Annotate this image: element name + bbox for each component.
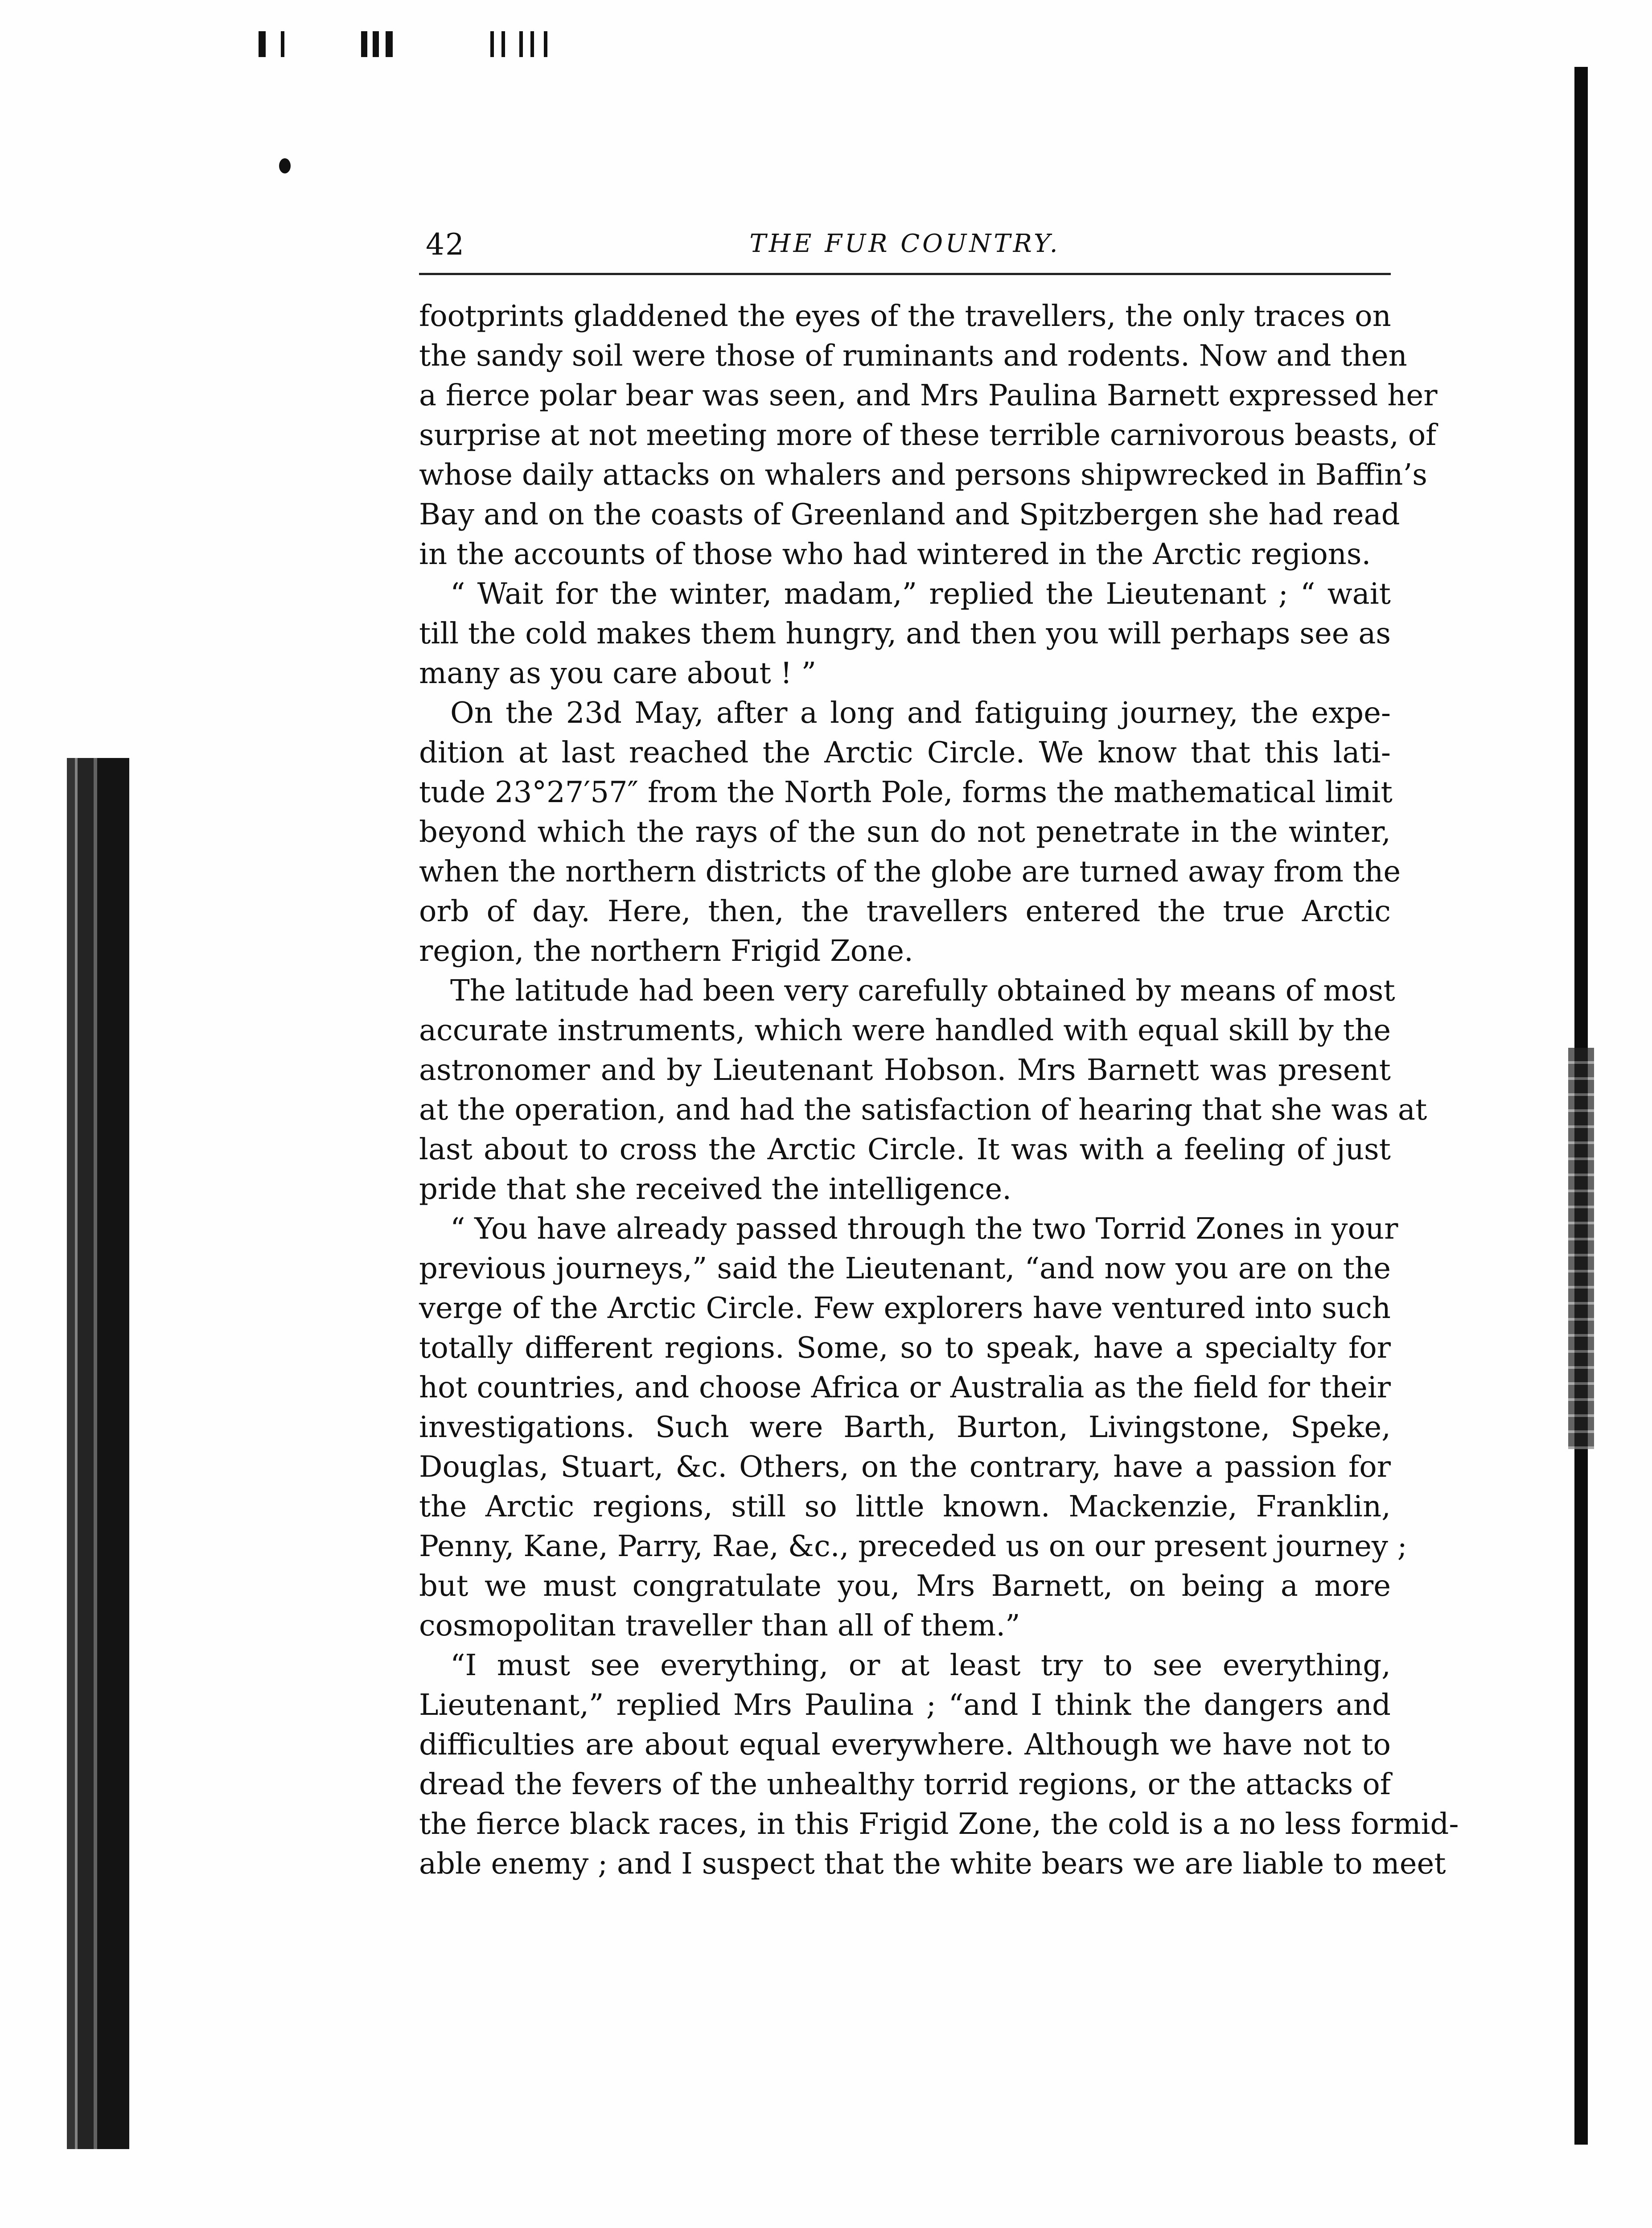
- scan-mark: [386, 31, 393, 57]
- text-line: region, the northern Frigid Zone.: [419, 934, 913, 968]
- text-line: Penny, Kane, Parry, Rae, &c., preceded us on our present journey ;: [419, 1529, 1407, 1563]
- scan-mark: [361, 31, 367, 57]
- scan-mark: [544, 31, 547, 57]
- text-line: footprints gladdened the eyes of the travellers, the only traces on: [419, 299, 1391, 333]
- text-line: the fierce black races, in this Frigid Zone, the cold is a no less formid-: [419, 1807, 1459, 1841]
- paragraph: [419, 1209, 1407, 1646]
- paragraph: [419, 574, 1391, 693]
- text-line: accurate instruments, which were handled with equal skill by the: [419, 1013, 1391, 1047]
- text-line: dread the fevers of the unhealthy torrid regions, or the attacks of: [419, 1767, 1391, 1801]
- text-line: surprise at not meeting more of these terrible carnivorous beasts, of: [419, 418, 1437, 452]
- text-line: cosmopolitan traveller than all of them.”: [419, 1609, 1020, 1643]
- text-line: last about to cross the Arctic Circle. It was with a feeling of just: [419, 1133, 1391, 1166]
- text-line: verge of the Arctic Circle. Few explorers have ventured into such: [419, 1291, 1391, 1325]
- right-binding-shadow: [1574, 67, 1588, 2145]
- text-line: “ Wait for the winter, madam,” replied the Lieutenant ; “ wait: [450, 577, 1391, 611]
- text-line: Lieutenant,” replied Mrs Paulina ; “and I think the dangers and: [419, 1688, 1391, 1722]
- scan-registration-marks: [259, 31, 615, 58]
- text-line: when the northern districts of the globe are turned away from the: [419, 855, 1401, 889]
- page-number: 42: [426, 227, 465, 262]
- text-line: “ You have already passed through the two Torrid Zones in your: [450, 1212, 1398, 1246]
- text-line: in the accounts of those who had wintered in the Arctic regions.: [419, 537, 1371, 571]
- text-line: beyond which the rays of the sun do not penetrate in the winter,: [419, 815, 1391, 849]
- text-line: totally different regions. Some, so to speak, have a specialty for: [419, 1331, 1391, 1365]
- scan-mark: [490, 31, 494, 57]
- paragraph: [419, 1646, 1459, 1884]
- text-line: difficulties are about equal everywhere. Although we have not to: [419, 1728, 1391, 1762]
- scan-mark: [530, 31, 534, 57]
- running-head: [419, 218, 1391, 272]
- paragraph: [419, 971, 1427, 1209]
- scan-mark: [373, 31, 379, 57]
- text-line: many as you care about ! ”: [419, 656, 817, 690]
- text-line: the Arctic regions, still so little known. Mackenzie, Franklin,: [419, 1490, 1391, 1524]
- text-line: at the operation, and had the satisfaction of hearing that she was at: [419, 1093, 1427, 1127]
- body-text: [419, 297, 1459, 1884]
- text-line: tude 23°27′57″ from the North Pole, forms the mathematical limit: [419, 775, 1393, 809]
- scan-mark: [259, 31, 266, 57]
- ink-speck: [279, 158, 291, 173]
- paragraph: [419, 297, 1438, 574]
- text-line: orb of day. Here, then, the travellers entered the true Arctic: [419, 894, 1391, 928]
- text-line: till the cold makes them hungry, and then you will perhaps see as: [419, 617, 1391, 651]
- text-line: The latitude had been very carefully obtained by means of most: [450, 974, 1395, 1008]
- scan-mark: [501, 31, 505, 57]
- left-binding-shadow: [67, 758, 129, 2149]
- text-line: On the 23d May, after a long and fatiguing journey, the expe-: [450, 696, 1391, 730]
- header-rule: [419, 273, 1391, 275]
- text-line: “I must see everything, or at least try to see everything,: [450, 1648, 1391, 1682]
- text-line: investigations. Such were Barth, Burton, Livingstone, Speke,: [419, 1410, 1391, 1444]
- scan-mark: [519, 31, 523, 57]
- text-line: a fierce polar bear was seen, and Mrs Paulina Barnett expressed her: [419, 379, 1438, 412]
- scan-mark: [281, 31, 284, 57]
- text-line: pride that she received the intelligence.: [419, 1172, 1012, 1206]
- text-line: but we must congratulate you, Mrs Barnett, on being a more: [419, 1569, 1391, 1603]
- text-line: able enemy ; and I suspect that the white bears we are liable to meet: [419, 1847, 1446, 1881]
- text-line: Douglas, Stuart, &c. Others, on the contrary, have a passion for: [419, 1450, 1391, 1484]
- paragraph: [419, 693, 1401, 971]
- text-line: whose daily attacks on whalers and persons shipwrecked in Baffin’s: [419, 458, 1427, 492]
- text-line: Bay and on the coasts of Greenland and Spitzbergen she had read: [419, 498, 1400, 531]
- text-line: dition at last reached the Arctic Circle. We know that this lati-: [419, 736, 1391, 770]
- text-line: previous journeys,” said the Lieutenant, “and now you are on the: [419, 1252, 1391, 1285]
- text-line: the sandy soil were those of ruminants and rodents. Now and then: [419, 339, 1407, 373]
- running-title: THE FUR COUNTRY.: [749, 229, 1060, 258]
- text-line: astronomer and by Lieutenant Hobson. Mrs Barnett was present: [419, 1053, 1391, 1087]
- text-line: hot countries, and choose Africa or Australia as the field for their: [419, 1371, 1391, 1404]
